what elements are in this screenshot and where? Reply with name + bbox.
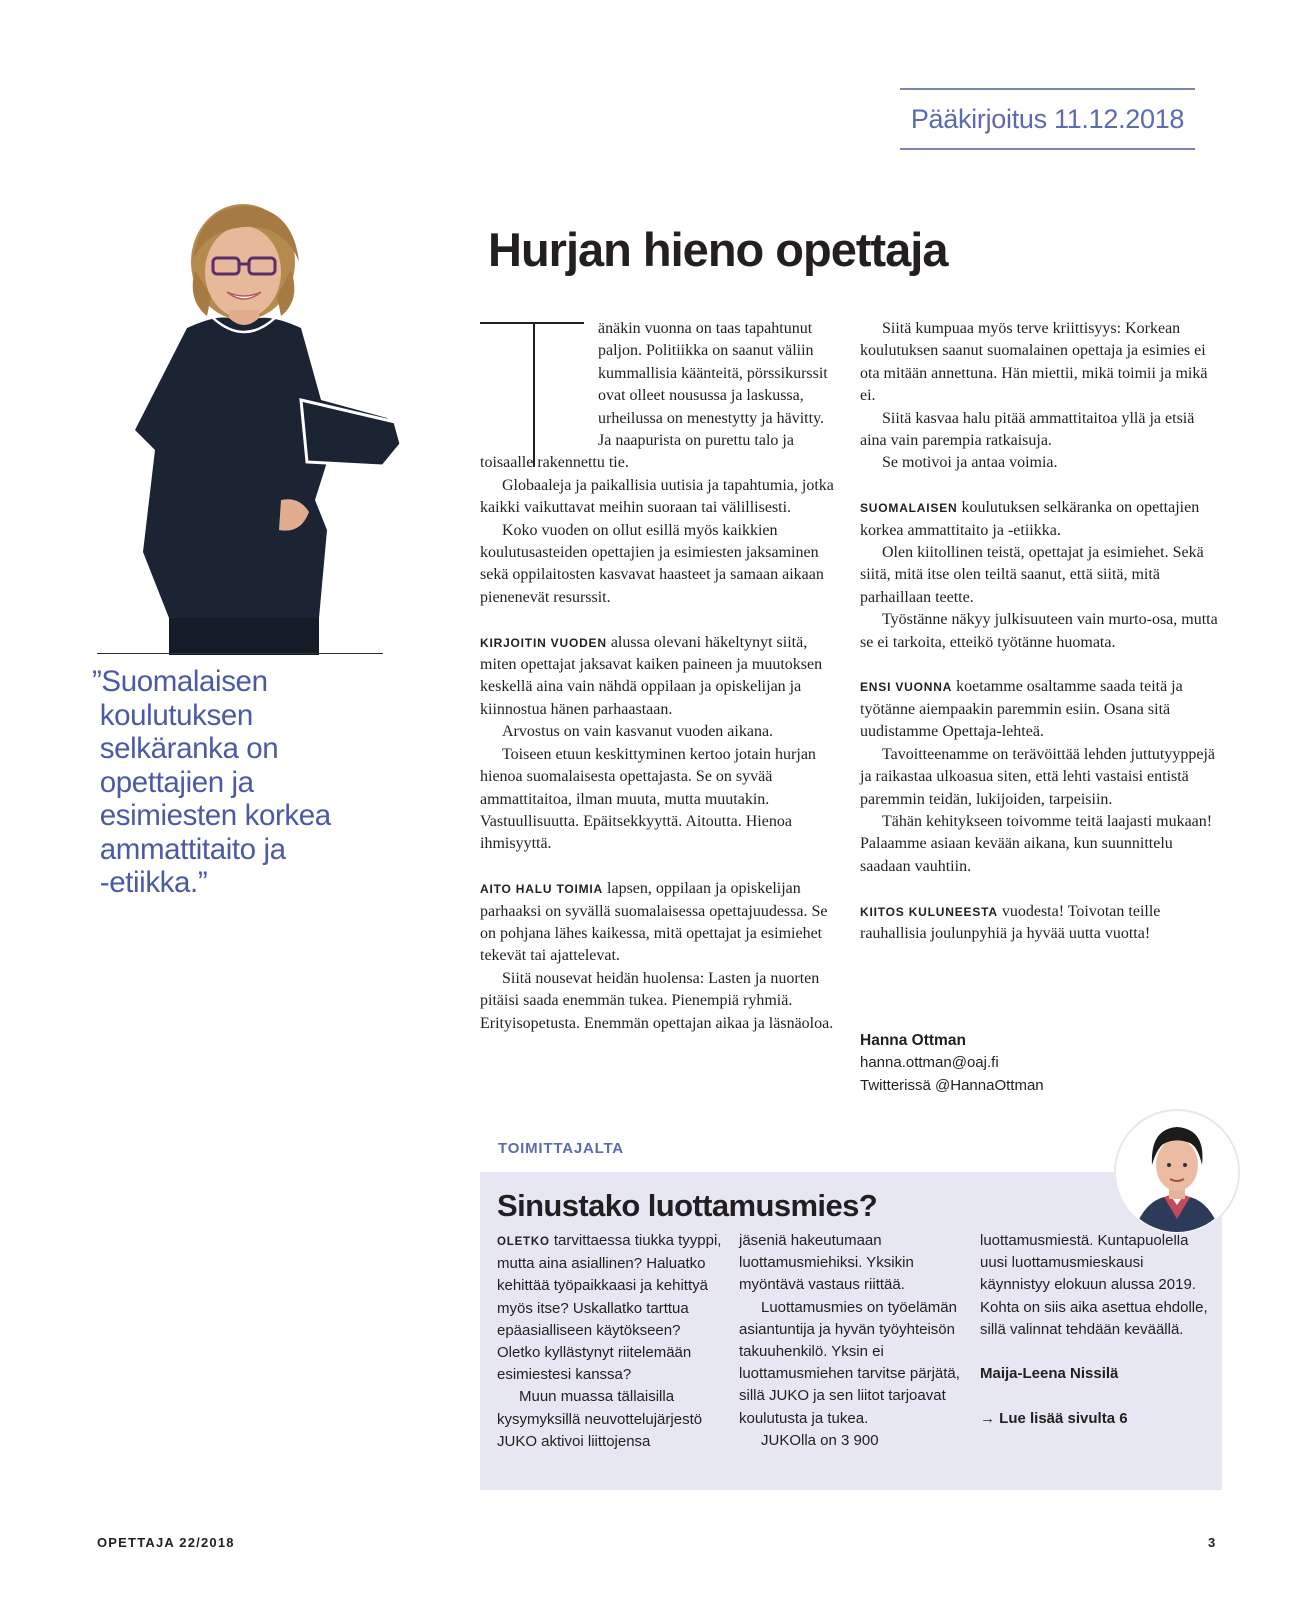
footer-magazine: OPETTAJA 22/2018 — [97, 1535, 235, 1550]
article-column-2 — [860, 318, 1218, 945]
paragraph: Arvostus on vain kasvanut vuoden aikana. — [502, 723, 774, 741]
paragraph: Olen kiitollinen teistä, opettajat ja esimiehet. Sekä siitä, mitä itse olen teiltä saanut, että siitä, mitä parhaillaan teette. — [860, 544, 1204, 606]
paragraph-text: tarvittaessa tiukka tyyppi, mutta aina asiallinen? Haluatko kehittää työpaikkaasi ja kehittyä myös itse? Uskallatko tarttua epäasialliseen käytökseen? Oletko kyllästynyt riitelemään esimiestesi kanssa? — [497, 1232, 722, 1384]
paragraph: Siitä kumpuaa myös terve kriittisyys: Korkean koulutuksen saanut suomalainen opettaja ja esimies ei ota mitään annettuna. Hän miettii, mikä toimii ja mikä ei. — [860, 320, 1208, 405]
section-paragraph — [860, 497, 1218, 542]
box-column-1 — [497, 1230, 727, 1453]
author-name: Hanna Ottman — [860, 1032, 966, 1049]
paragraph: Luottamusmies on työelämän asiantuntija ja hyvän työyhteisön takuuhenkilö. Yksin ei luottamusmiehen tarvitse pärjätä, sillä JUKO ja sen liitot tarjoavat koulutusta ja tukea. — [739, 1298, 960, 1427]
editor-avatar — [1112, 1107, 1242, 1237]
paragraph: Toiseen etuun keskittyminen kertoo jotain hurjan hienoa suomalaisesta opettajasta. Se on syvää ammattitaitoa, ilman muuta, mutta muutakin. Vastuullisuutta. Epäitsekkyyttä. Aitoutta. Hienoa ihmisyyttä. — [480, 745, 816, 853]
section-paragraph — [860, 901, 1218, 946]
section-paragraph — [480, 632, 838, 722]
paragraph: Siitä nousevat heidän huolensa: Lasten ja nuorten pitäisi saada enemmän tukea. Pienempiä ryhmiä. Erityisopetusta. Enemmän opettajan aikaa ja läsnäoloa. — [480, 969, 834, 1032]
paragraph: Työstänne näkyy julkisuuteen vain murto-osa, mutta se ei tarkoita, etteikö työtänne huomata. — [860, 611, 1218, 651]
box-title: Sinustako luottamusmies? — [497, 1188, 878, 1223]
paragraph: luottamusmiestä. Kuntapuolella uusi luottamusmieskausi käynnistyy elokuun alussa 2019. Kohta on siis aika asettua ehdolle, sillä valinnat tehdään keväällä. — [980, 1232, 1208, 1338]
signature — [860, 1030, 1044, 1097]
paragraph-text: alussa olevani häkeltynyt siitä, miten opettajat jaksavat kaiken paineen ja muutoksen keskellä aina vain nähdä oppilaan ja opiskelijan ja kiinnostua hänen parhaastaan. — [480, 633, 823, 718]
lead-in: KIITOS KULUNEESTA — [860, 904, 998, 919]
author-twitter[interactable]: Twitterissä @HannaOttman — [860, 1076, 1044, 1094]
lead-in: SUOMALAISEN — [860, 501, 958, 516]
lead-in: ENSI VUONNA — [860, 680, 953, 695]
author-portrait — [95, 200, 415, 655]
section-kicker: Pääkirjoitus 11.12.2018 — [900, 88, 1195, 150]
paragraph-text: lapsen, oppilaan ja opiskelijan parhaaksi on syvällä suomalaisessa opettajuudessa. Se on pohjana lähes kaikessa, mitä opettajat ja esimiehet tekevät tai ajattelevat. — [480, 880, 828, 965]
paragraph — [497, 1230, 727, 1386]
paragraph: Tavoitteenamme on terävöittää lehden juttutyyppejä ja raikastaa ulkoasua siten, että lehti vastaisi entistä paremmin teidän, lukijoiden, tarpeisiin. — [860, 745, 1215, 808]
section-paragraph — [480, 878, 838, 968]
portrait-rule — [97, 653, 383, 654]
box-column-3 — [980, 1230, 1210, 1430]
paragraph: Globaaleja ja paikallisia uutisia ja tapahtumia, jotka kaikki vaikuttavat meihin suoraan tai välillisesti. — [480, 476, 834, 517]
paragraph: JUKOlla on 3 900 — [761, 1431, 879, 1449]
paragraph: Muun muassa tällaisilla kysymyksillä neuvottelujärjestö JUKO aktivoi liittojensa — [497, 1388, 703, 1450]
box-column-2 — [739, 1230, 969, 1452]
lead-in: OLETKO — [497, 1236, 550, 1248]
paragraph: Se motivoi ja antaa voimia. — [882, 454, 1058, 472]
lead-in: AITO HALU TOIMIA — [480, 882, 604, 897]
author-email[interactable]: hanna.ottman@oaj.fi — [860, 1054, 999, 1072]
paragraph: jäseniä hakeutumaan luottamusmiehiksi. Yksikin myöntävä vastaus riittää. — [739, 1232, 914, 1294]
intro-tail: toisaalle rakennettu tie. — [480, 454, 629, 472]
article-column-1 — [480, 318, 838, 1035]
box-author: Maija-Leena Nissilä — [980, 1365, 1119, 1383]
page-number: 3 — [1208, 1535, 1216, 1550]
paragraph: Tähän kehitykseen toivomme teitä laajasti mukaan! Palaamme asiaan kevään aikana, kun suunnittelu saadaan vauhtiin. — [860, 812, 1213, 875]
lead-in: KIRJOITIN VUODEN — [480, 635, 607, 650]
section-paragraph — [860, 676, 1218, 743]
paragraph-text: koulutuksen selkäranka on opettajien korkea ammattitaito ja -etiikka. — [860, 499, 1200, 539]
paragraph: Koko vuoden on ollut esillä myös kaikkien koulutusasteiden opettajien ja esimiesten jaksaminen sekä oppilaitosten kasvavat haasteet ja samaan aikaan pienenevät resurssit. — [480, 521, 824, 606]
paragraph-text: koetamme osaltamme saada teitä ja työtänne aiempaakin paremmin esiin. Osana sitä uudistamme Opettaja-lehteä. — [860, 678, 1183, 741]
paragraph-text: vuodesta! Toivotan teille rauhallisia joulunpyhiä ja hyvää uutta vuotta! — [860, 902, 1161, 942]
intro-paragraph: änäkin vuonna on taas tapahtunut paljon. Politiikka on saanut väliin kummallisia käänteitä, pörssikurssit ovat olleet nousussa ja laskussa, urheilussa on menestytty ja hävitty. Ja naapurista on purettu talo ja — [598, 320, 828, 450]
article-title: Hurjan hieno opettaja — [488, 223, 948, 276]
pull-quote: ”Suomalaisen koulutuksen selkäranka on opettajien ja esimiesten korkea ammattitaito ja -etiikka.” — [92, 665, 331, 899]
paragraph: Siitä kasvaa halu pitää ammattitaitoa yllä ja etsiä aina vain parempia ratkaisuja. — [860, 409, 1195, 450]
box-kicker: TOIMITTAJALTA — [498, 1140, 624, 1157]
read-more-link[interactable]: → Lue lisää sivulta 6 — [980, 1409, 1128, 1427]
